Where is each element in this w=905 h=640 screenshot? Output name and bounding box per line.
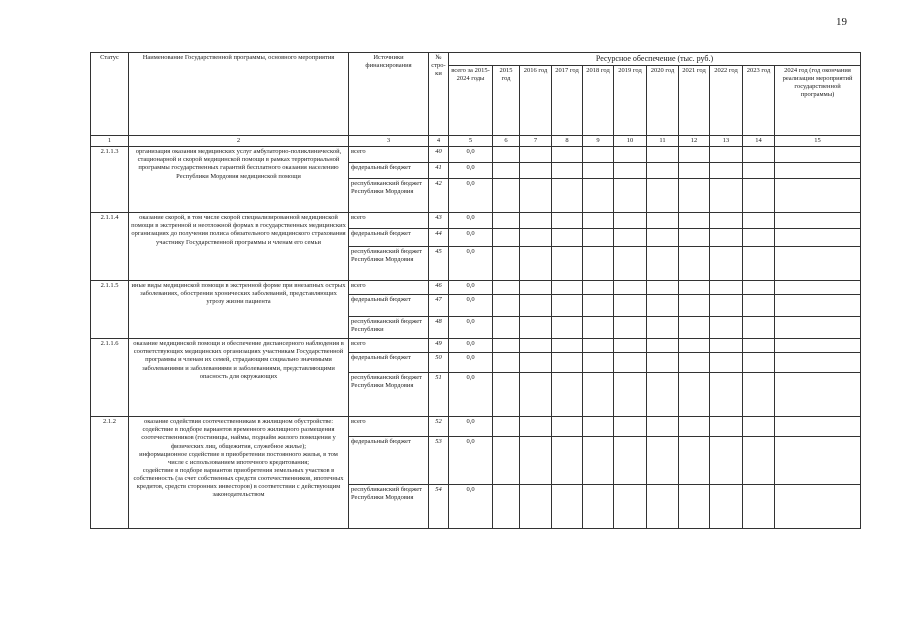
year-value-cell xyxy=(552,417,583,437)
year-value-cell xyxy=(775,373,861,417)
year-value-cell xyxy=(614,163,647,179)
year-value-cell xyxy=(583,281,614,295)
year-value-cell xyxy=(647,437,679,485)
year-value-cell xyxy=(520,339,552,353)
year-value-cell xyxy=(614,485,647,529)
year-value-cell xyxy=(552,317,583,339)
year-value-cell xyxy=(743,417,775,437)
year-value-cell xyxy=(679,353,710,373)
year-value-cell xyxy=(520,213,552,229)
row-number-cell: 45 xyxy=(429,247,449,281)
col-index: 5 xyxy=(449,136,493,147)
year-value-cell xyxy=(493,295,520,317)
header-row-no: № стро- ки xyxy=(429,53,449,136)
source-cell: республиканский бюджет Республики Мордовия xyxy=(349,247,429,281)
year-value-cell xyxy=(647,247,679,281)
total-cell: 0,0 xyxy=(449,353,493,373)
year-value-cell xyxy=(647,147,679,163)
row-number-cell: 44 xyxy=(429,229,449,247)
source-cell: республиканский бюджет Республики xyxy=(349,317,429,339)
year-value-cell xyxy=(647,281,679,295)
table-row xyxy=(91,339,861,353)
table-row xyxy=(91,281,861,295)
year-value-cell xyxy=(679,147,710,163)
year-value-cell xyxy=(679,437,710,485)
year-value-cell xyxy=(520,147,552,163)
year-value-cell xyxy=(520,317,552,339)
year-value-cell xyxy=(520,229,552,247)
header-year-2022: 2022 год xyxy=(710,66,743,136)
year-value-cell xyxy=(775,229,861,247)
year-value-cell xyxy=(743,213,775,229)
status-cell: 2.1.1.4 xyxy=(91,213,129,281)
year-value-cell xyxy=(679,179,710,213)
col-index: 3 xyxy=(349,136,429,147)
year-value-cell xyxy=(614,281,647,295)
year-value-cell xyxy=(647,353,679,373)
year-value-cell xyxy=(710,437,743,485)
source-cell: республиканский бюджет Республики Мордовия xyxy=(349,373,429,417)
year-value-cell xyxy=(775,147,861,163)
year-value-cell xyxy=(552,373,583,417)
header-year-2023: 2023 год xyxy=(743,66,775,136)
row-number-cell: 52 xyxy=(429,417,449,437)
measure-name-line: содействие в подборе вариантов временного жилищного размещения соотечественников (гостиницы, наймы, поднайм жилого помещения у физических лиц, общежития, служебное жилье); xyxy=(141,426,336,450)
year-value-cell xyxy=(679,213,710,229)
year-value-cell xyxy=(710,281,743,295)
year-value-cell xyxy=(552,437,583,485)
header-year-2016: 2016 год xyxy=(520,66,552,136)
year-value-cell xyxy=(552,147,583,163)
year-value-cell xyxy=(647,295,679,317)
source-cell: федеральный бюджет xyxy=(349,437,429,485)
year-value-cell xyxy=(552,339,583,353)
year-value-cell xyxy=(775,317,861,339)
measure-name-cell: оказание медицинской помощи и обеспечение диспансерного наблюдения в соответствующих медицинских организациях участникам Государственной программы и членам их семей, страдающим социально значимыми заболеваниями и заболеваниями и заболеваниями, представляющими опасность для окружающих xyxy=(129,339,349,417)
year-value-cell xyxy=(552,295,583,317)
total-cell: 0,0 xyxy=(449,295,493,317)
source-cell: всего xyxy=(349,213,429,229)
year-value-cell xyxy=(679,317,710,339)
year-value-cell xyxy=(583,317,614,339)
year-value-cell xyxy=(614,147,647,163)
year-value-cell xyxy=(493,353,520,373)
header-year-2024: 2024 год (год окончания реализации мероприятий государственной программы) xyxy=(775,66,861,136)
year-value-cell xyxy=(614,317,647,339)
col-index: 11 xyxy=(647,136,679,147)
measure-name-line: оказание содействия соотечественникам в жилищном обустройстве: xyxy=(143,418,334,426)
table-row xyxy=(91,417,861,437)
col-index: 2 xyxy=(129,136,349,147)
col-index: 9 xyxy=(583,136,614,147)
row-number-cell: 53 xyxy=(429,437,449,485)
source-cell: федеральный бюджет xyxy=(349,229,429,247)
col-index: 14 xyxy=(743,136,775,147)
year-value-cell xyxy=(775,353,861,373)
row-number-cell: 41 xyxy=(429,163,449,179)
year-value-cell xyxy=(614,339,647,353)
year-value-cell xyxy=(583,485,614,529)
year-value-cell xyxy=(614,437,647,485)
row-number-cell: 48 xyxy=(429,317,449,339)
year-value-cell xyxy=(710,247,743,281)
year-value-cell xyxy=(743,229,775,247)
year-value-cell xyxy=(775,417,861,437)
col-index: 7 xyxy=(520,136,552,147)
total-cell: 0,0 xyxy=(449,281,493,295)
year-value-cell xyxy=(520,485,552,529)
year-value-cell xyxy=(679,485,710,529)
year-value-cell xyxy=(614,295,647,317)
year-value-cell xyxy=(743,353,775,373)
total-cell: 0,0 xyxy=(449,163,493,179)
year-value-cell xyxy=(743,339,775,353)
year-value-cell xyxy=(743,281,775,295)
year-value-cell xyxy=(520,295,552,317)
year-value-cell xyxy=(743,317,775,339)
header-row-1 xyxy=(91,53,861,66)
status-cell: 2.1.2 xyxy=(91,417,129,529)
header-year-2020: 2020 год xyxy=(647,66,679,136)
year-value-cell xyxy=(743,147,775,163)
year-value-cell xyxy=(679,229,710,247)
year-value-cell xyxy=(493,437,520,485)
year-value-cell xyxy=(493,373,520,417)
year-value-cell xyxy=(647,339,679,353)
year-value-cell xyxy=(679,247,710,281)
table-row xyxy=(91,213,861,229)
year-value-cell xyxy=(743,295,775,317)
header-total: всего за 2015-2024 годы xyxy=(449,66,493,136)
year-value-cell xyxy=(552,353,583,373)
header-resources: Ресурсное обеспечение (тыс. руб.) xyxy=(449,53,861,66)
row-number-cell: 40 xyxy=(429,147,449,163)
year-value-cell xyxy=(710,147,743,163)
header-year-2015: 2015 год xyxy=(493,66,520,136)
year-value-cell xyxy=(493,229,520,247)
year-value-cell xyxy=(775,437,861,485)
year-value-cell xyxy=(493,317,520,339)
year-value-cell xyxy=(743,163,775,179)
row-number-cell: 43 xyxy=(429,213,449,229)
year-value-cell xyxy=(775,295,861,317)
year-value-cell xyxy=(710,485,743,529)
source-cell: всего xyxy=(349,339,429,353)
year-value-cell xyxy=(743,485,775,529)
table-body xyxy=(91,147,861,529)
year-value-cell xyxy=(647,485,679,529)
row-number-cell: 46 xyxy=(429,281,449,295)
year-value-cell xyxy=(583,213,614,229)
header-sources: Источники финансирования xyxy=(349,53,429,136)
year-value-cell xyxy=(493,213,520,229)
col-index: 6 xyxy=(493,136,520,147)
year-value-cell xyxy=(583,339,614,353)
total-cell: 0,0 xyxy=(449,437,493,485)
year-value-cell xyxy=(493,281,520,295)
total-cell: 0,0 xyxy=(449,417,493,437)
year-value-cell xyxy=(710,213,743,229)
row-number-cell: 50 xyxy=(429,353,449,373)
year-value-cell xyxy=(647,373,679,417)
year-value-cell xyxy=(520,179,552,213)
year-value-cell xyxy=(520,353,552,373)
year-value-cell xyxy=(710,179,743,213)
year-value-cell xyxy=(710,417,743,437)
year-value-cell xyxy=(710,353,743,373)
total-cell: 0,0 xyxy=(449,179,493,213)
year-value-cell xyxy=(775,339,861,353)
year-value-cell xyxy=(583,147,614,163)
row-number-cell: 49 xyxy=(429,339,449,353)
year-value-cell xyxy=(775,247,861,281)
year-value-cell xyxy=(520,417,552,437)
total-cell: 0,0 xyxy=(449,373,493,417)
year-value-cell xyxy=(583,179,614,213)
source-cell: всего xyxy=(349,147,429,163)
year-value-cell xyxy=(710,373,743,417)
col-index: 1 xyxy=(91,136,129,147)
col-index: 12 xyxy=(679,136,710,147)
header-year-2019: 2019 год xyxy=(614,66,647,136)
total-cell: 0,0 xyxy=(449,229,493,247)
year-value-cell xyxy=(552,213,583,229)
header-status: Статус xyxy=(91,53,129,136)
year-value-cell xyxy=(647,229,679,247)
year-value-cell xyxy=(552,485,583,529)
year-value-cell xyxy=(775,163,861,179)
year-value-cell xyxy=(520,163,552,179)
year-value-cell xyxy=(743,437,775,485)
year-value-cell xyxy=(679,163,710,179)
total-cell: 0,0 xyxy=(449,247,493,281)
source-cell: республиканский бюджет Республики Мордовия xyxy=(349,485,429,529)
year-value-cell xyxy=(679,295,710,317)
header-year-2021: 2021 год xyxy=(679,66,710,136)
year-value-cell xyxy=(583,247,614,281)
year-value-cell xyxy=(520,437,552,485)
year-value-cell xyxy=(775,213,861,229)
year-value-cell xyxy=(710,163,743,179)
year-value-cell xyxy=(743,179,775,213)
year-value-cell xyxy=(583,417,614,437)
year-value-cell xyxy=(647,317,679,339)
source-cell: республиканский бюджет Республики Мордовия xyxy=(349,179,429,213)
year-value-cell xyxy=(493,417,520,437)
year-value-cell xyxy=(583,229,614,247)
year-value-cell xyxy=(647,163,679,179)
year-value-cell xyxy=(614,373,647,417)
year-value-cell xyxy=(493,147,520,163)
year-value-cell xyxy=(679,417,710,437)
year-value-cell xyxy=(614,229,647,247)
resource-table xyxy=(90,52,861,529)
col-index: 4 xyxy=(429,136,449,147)
header-year-2018: 2018 год xyxy=(583,66,614,136)
source-cell: всего xyxy=(349,417,429,437)
row-number-cell: 51 xyxy=(429,373,449,417)
year-value-cell xyxy=(743,247,775,281)
col-index: 15 xyxy=(775,136,861,147)
year-value-cell xyxy=(647,213,679,229)
year-value-cell xyxy=(775,179,861,213)
status-cell: 2.1.1.3 xyxy=(91,147,129,213)
year-value-cell xyxy=(679,373,710,417)
year-value-cell xyxy=(679,281,710,295)
row-number-cell: 42 xyxy=(429,179,449,213)
year-value-cell xyxy=(552,229,583,247)
col-index: 13 xyxy=(710,136,743,147)
year-value-cell xyxy=(710,339,743,353)
header-year-2017: 2017 год xyxy=(552,66,583,136)
year-value-cell xyxy=(552,281,583,295)
year-value-cell xyxy=(493,485,520,529)
year-value-cell xyxy=(614,353,647,373)
row-number-cell: 47 xyxy=(429,295,449,317)
year-value-cell xyxy=(493,247,520,281)
total-cell: 0,0 xyxy=(449,147,493,163)
year-value-cell xyxy=(520,247,552,281)
col-index: 10 xyxy=(614,136,647,147)
year-value-cell xyxy=(647,179,679,213)
year-value-cell xyxy=(647,417,679,437)
source-cell: федеральный бюджет xyxy=(349,295,429,317)
year-value-cell xyxy=(583,163,614,179)
measure-name-cell xyxy=(129,417,349,529)
year-value-cell xyxy=(775,485,861,529)
year-value-cell xyxy=(520,281,552,295)
measure-name-cell: организация оказания медицинских услуг амбулаторно-поликлинической, стационарной и скорой медицинской помощи в рамках территориальной программы государственных гарантий бесплатного оказания населению Республики Мордовия медицинской помощи xyxy=(129,147,349,213)
year-value-cell xyxy=(493,339,520,353)
source-cell: федеральный бюджет xyxy=(349,353,429,373)
year-value-cell xyxy=(614,179,647,213)
year-value-cell xyxy=(743,373,775,417)
status-cell: 2.1.1.5 xyxy=(91,281,129,339)
year-value-cell xyxy=(552,179,583,213)
table-row xyxy=(91,147,861,163)
source-cell: всего xyxy=(349,281,429,295)
measure-name-line: информационное содействие в приобретении постоянного жилья, в том числе с использованием ипотечного кредитования; xyxy=(139,450,338,466)
col-index: 8 xyxy=(552,136,583,147)
source-cell: федеральный бюджет xyxy=(349,163,429,179)
year-value-cell xyxy=(679,339,710,353)
year-value-cell xyxy=(614,213,647,229)
year-value-cell xyxy=(583,295,614,317)
year-value-cell xyxy=(775,281,861,295)
year-value-cell xyxy=(710,317,743,339)
year-value-cell xyxy=(614,247,647,281)
year-value-cell xyxy=(493,179,520,213)
total-cell: 0,0 xyxy=(449,339,493,353)
year-value-cell xyxy=(583,373,614,417)
year-value-cell xyxy=(493,163,520,179)
measure-name-cell: оказание скорой, в том числе скорой специализированной медицинской помощи в экстренной и неотложной формах в государственных медицинских организациях до получения полиса обязательного медицинского страхования участнику Государственной программы и членам его семьи xyxy=(129,213,349,281)
year-value-cell xyxy=(552,163,583,179)
year-value-cell xyxy=(583,437,614,485)
year-value-cell xyxy=(520,373,552,417)
status-cell: 2.1.1.6 xyxy=(91,339,129,417)
year-value-cell xyxy=(614,417,647,437)
column-index-row xyxy=(91,136,861,147)
row-number-cell: 54 xyxy=(429,485,449,529)
header-name: Наименование Государственной программы, основного мероприятия xyxy=(129,53,349,136)
year-value-cell xyxy=(710,295,743,317)
total-cell: 0,0 xyxy=(449,317,493,339)
year-value-cell xyxy=(552,247,583,281)
measure-name-line: содействие в подборе вариантов приобретения земельных участков в собственность (за счет собственных средств соотечественников, ипотечных кредитов, средств сторонних инвесторов) в соответствии с действующим законодательством xyxy=(133,466,344,499)
year-value-cell xyxy=(710,229,743,247)
total-cell: 0,0 xyxy=(449,213,493,229)
total-cell: 0,0 xyxy=(449,485,493,529)
measure-name-cell: иные виды медицинской помощи в экстренной форме при внезапных острых заболеваниях, обострении хронических заболеваний, представляющих угрозу жизни пациента xyxy=(129,281,349,339)
year-value-cell xyxy=(583,353,614,373)
page-number: 19 xyxy=(836,16,847,28)
